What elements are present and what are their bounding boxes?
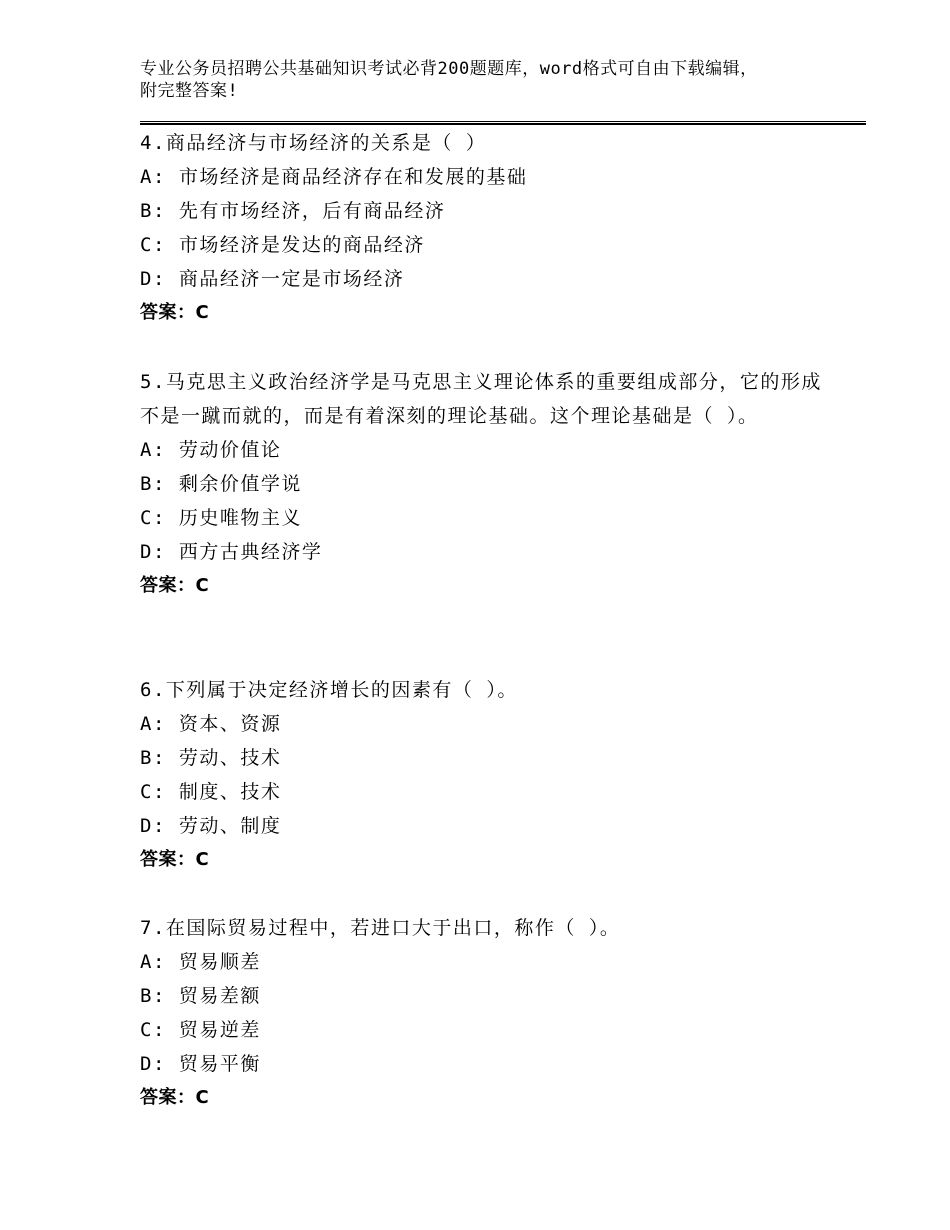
option-d: D: 西方古典经济学	[140, 541, 323, 563]
option-c: C: 市场经济是发达的商品经济	[140, 234, 425, 256]
question-5	[140, 365, 840, 603]
option-c: C: 贸易逆差	[140, 1019, 261, 1041]
header-divider	[140, 121, 866, 125]
option-d: D: 商品经济一定是市场经济	[140, 268, 405, 290]
option-d: D: 贸易平衡	[140, 1053, 261, 1075]
option-b: B: 先有市场经济，后有商品经济	[140, 200, 446, 222]
option-a: A: 贸易顺差	[140, 951, 261, 973]
option-b: B: 贸易差额	[140, 985, 261, 1007]
question-stem: 5.马克思主义政治经济学是马克思主义理论体系的重要组成部分，它的形成不是一蹴而就的，而是有着深刻的理论基础。这个理论基础是（ ）。	[140, 371, 822, 427]
answer-label: 答案：C	[140, 302, 210, 323]
answer-label: 答案：C	[140, 575, 210, 596]
option-b: B: 劳动、技术	[140, 747, 282, 769]
question-7	[140, 911, 840, 1115]
answer-label: 答案：C	[140, 849, 210, 870]
question-stem: 7.在国际贸易过程中，若进口大于出口，称作（ ）。	[140, 917, 621, 939]
option-d: D: 劳动、制度	[140, 815, 282, 837]
answer-label: 答案：C	[140, 1087, 210, 1108]
option-a: A: 劳动价值论	[140, 439, 282, 461]
option-b: B: 剩余价值学说	[140, 473, 302, 495]
question-stem: 6.下列属于决定经济增长的因素有（ ）。	[140, 679, 518, 701]
header-line-2: 附完整答案!	[140, 81, 239, 101]
option-c: C: 历史唯物主义	[140, 507, 302, 529]
option-a: A: 市场经济是商品经济存在和发展的基础	[140, 166, 528, 188]
option-c: C: 制度、技术	[140, 781, 282, 803]
question-stem: 4.商品经济与市场经济的关系是（ ）	[140, 132, 487, 154]
option-a: A: 资本、资源	[140, 713, 282, 735]
header-line-1: 专业公务员招聘公共基础知识考试必背200题题库，word格式可自由下载编辑，	[140, 59, 758, 79]
document-header	[140, 58, 840, 102]
question-4	[140, 126, 840, 330]
question-6	[140, 673, 840, 877]
